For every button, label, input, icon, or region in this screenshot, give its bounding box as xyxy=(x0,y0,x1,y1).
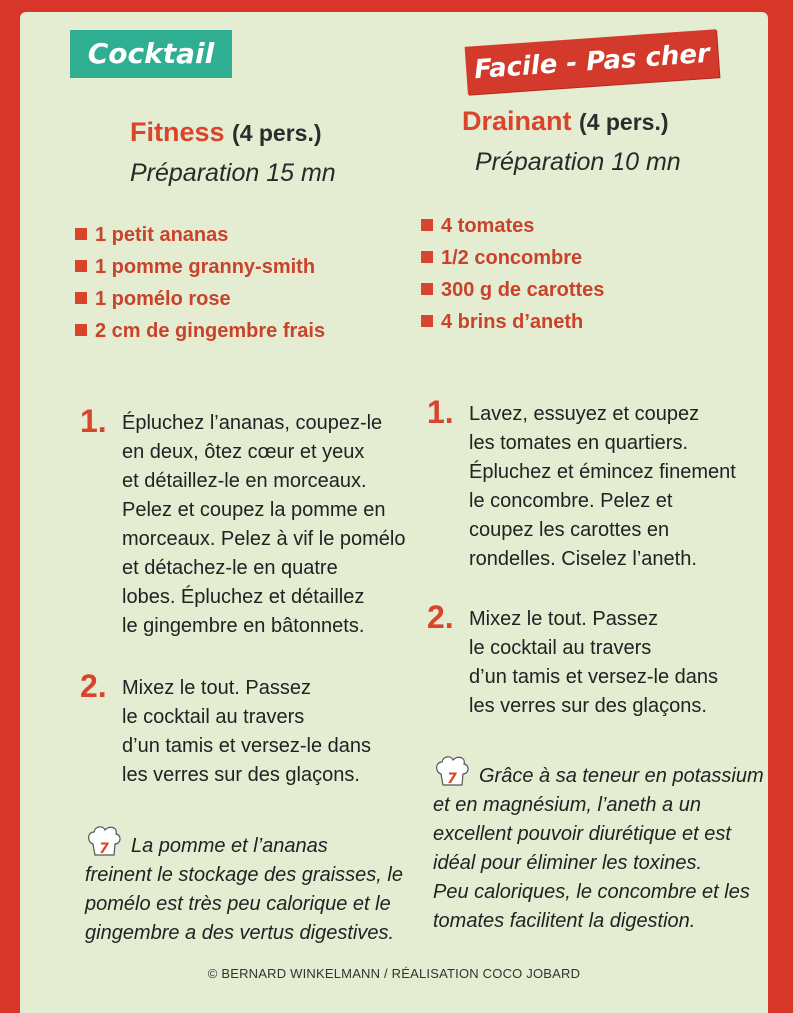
step-2 xyxy=(80,668,420,794)
ingredient-list xyxy=(75,219,325,347)
bullet-square-icon xyxy=(421,315,433,327)
step-number: 1. xyxy=(80,403,107,439)
bullet-square-icon xyxy=(421,283,433,295)
prep-time: Préparation 10 mn xyxy=(475,148,681,176)
step-text: Mixez le tout. Passez le cocktail au travers d’un tamis et versez-le dans les verres sur des glaçons. xyxy=(469,608,719,717)
step-2 xyxy=(427,599,757,725)
step-1 xyxy=(427,394,757,580)
bullet-square-icon xyxy=(75,292,87,304)
svg-text:7: 7 xyxy=(99,841,109,857)
photo-credit: © BERNARD WINKELMANN / RÉALISATION COCO JOBARD xyxy=(207,966,581,981)
step-text: Mixez le tout. Passez le cocktail au travers d’un tamis et versez-le dans les verres sur des glaçons. xyxy=(122,677,372,786)
step-1 xyxy=(80,403,420,649)
bullet-square-icon xyxy=(75,228,87,240)
step-number: 2. xyxy=(80,668,107,704)
chef-hat-icon xyxy=(433,754,471,788)
cocktail-tag: Cocktail xyxy=(70,30,232,78)
ingredient-item: 1 pomme granny-smith xyxy=(75,251,325,283)
chef-hat-icon xyxy=(85,824,123,858)
recipe-name: Fitness xyxy=(130,117,225,147)
bullet-square-icon xyxy=(421,251,433,263)
ingredient-item: 300 g de carottes xyxy=(421,274,604,306)
recipe-title xyxy=(462,106,669,137)
bullet-square-icon xyxy=(421,219,433,231)
ingredient-item: 4 brins d’aneth xyxy=(421,306,604,338)
recipe-name: Drainant xyxy=(462,106,572,136)
ingredient-list xyxy=(421,210,604,338)
ingredient-item: 4 tomates xyxy=(421,210,604,242)
tip-text: 7 La pomme et l’ananas freinent le stockage des graisses, le pomélo est très peu calorique et le gingembre a des vertus digestives. xyxy=(85,824,425,948)
prep-time: Préparation 15 mn xyxy=(130,159,336,187)
ingredient-item: 2 cm de gingembre frais xyxy=(75,315,325,347)
bullet-square-icon xyxy=(75,324,87,336)
bullet-square-icon xyxy=(75,260,87,272)
ingredient-item: 1/2 concombre xyxy=(421,242,604,274)
recipe-title xyxy=(130,117,322,148)
ingredient-item: 1 pomélo rose xyxy=(75,283,325,315)
step-text: Épluchez l’ananas, coupez-le en deux, ôtez cœur et yeux et détaillez-le en morceaux. Pelez et coupez la pomme en morceaux. Pelez à vif le pomélo et détachez-le en quatre lobes. Épluchez et détaillez le gingembre en bâtonnets. xyxy=(122,412,406,637)
recipe-card xyxy=(20,12,768,1013)
step-number: 1. xyxy=(427,394,454,430)
step-number: 2. xyxy=(427,599,454,635)
recipe-persons: (4 pers.) xyxy=(232,120,322,146)
recipe-persons: (4 pers.) xyxy=(579,109,669,135)
tip-text: 7 Grâce à sa teneur en potassium et en magnésium, l’aneth a un excellent pouvoir diurétique et est idéal pour éliminer les toxines. Peu caloriques, le concombre et les tomates facilitent la digestion. xyxy=(433,754,763,936)
svg-text:7: 7 xyxy=(447,771,457,787)
step-text: Lavez, essuyez et coupez les tomates en quartiers. Épluchez et émincez finement le concombre. Pelez et coupez les carottes en rondelles. Ciselez l’aneth. xyxy=(469,403,736,570)
facile-pas-cher-tag: Facile - Pas cher xyxy=(465,29,720,94)
ingredient-item: 1 petit ananas xyxy=(75,219,325,251)
